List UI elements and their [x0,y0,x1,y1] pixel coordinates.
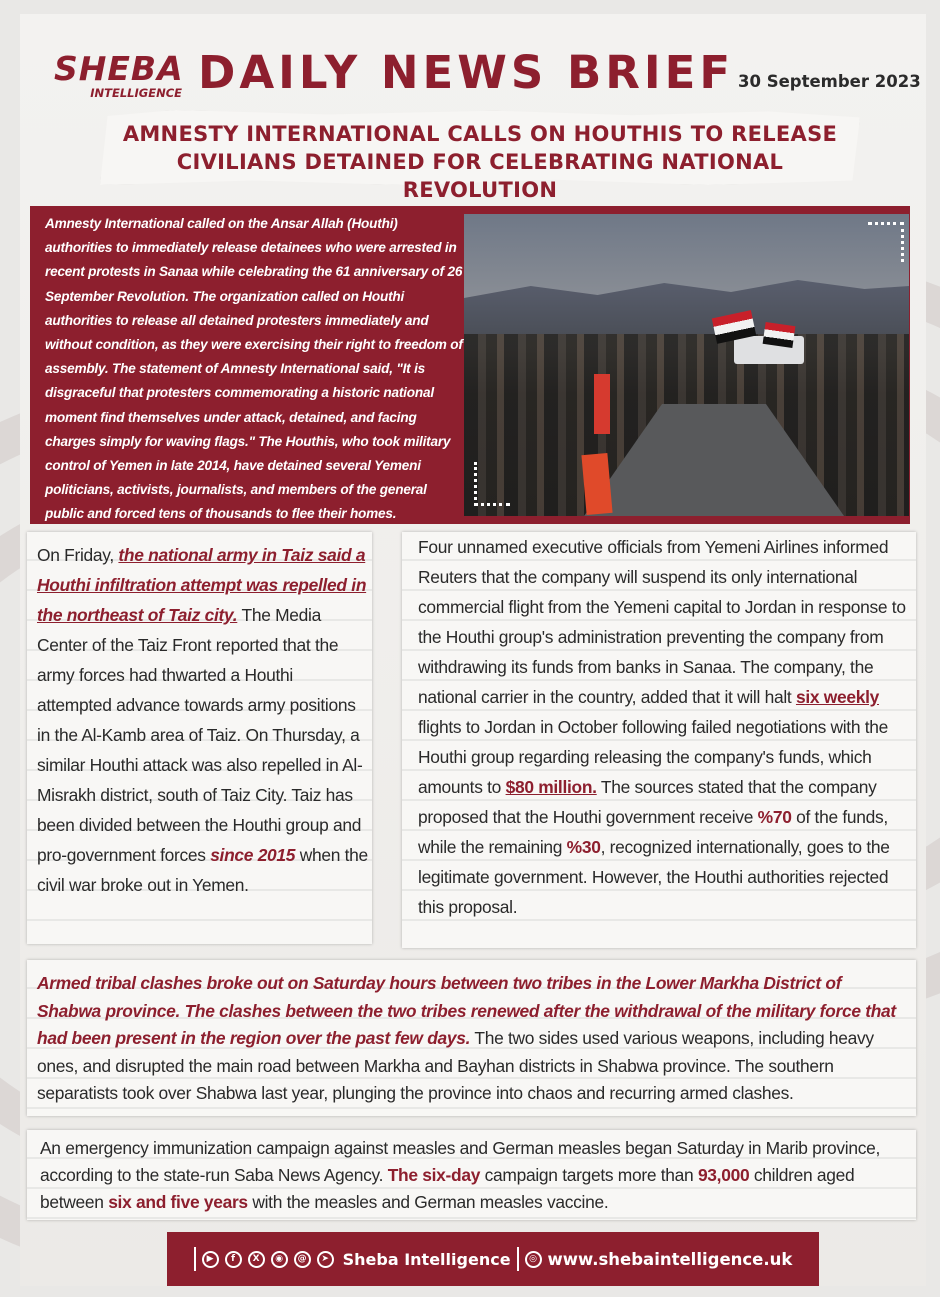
divider [194,1247,196,1271]
text-run: children aged between [40,1165,855,1212]
website-link[interactable]: www.shebaintelligence.uk [547,1249,793,1269]
lead-story-text: Amnesty International called on the Ansar Allah (Houthi) authorities to immediately release detainees who were arrested in recent protests in Sanaa while celebrating the 61 anniversary of 26 September Revolution. The organization called on Houthi authorities to release all detained protesters immediately and without condition, as they were exercising their right to freedom of assembly. The statement of Amnesty International said, "It is disgraceful that protesters commemorating a historic national moment find themselves under attack, detained, and facing charges simply for waving flags." The Houthis, who took military control of Yemen in late 2014, have detained several Yemeni politicians, activists, journalists, and members of the general public and forced tens of thousands to flee their homes. [45,216,463,522]
text-run: An emergency immunization campaign against measles and German measles began Saturday in Marib province, according to the state-run Saba News Agency. [40,1138,881,1185]
text-run: with the measles and German measles vaccine. [247,1192,609,1212]
text-run: The sources stated that the company proposed that the Houthi government receive [418,777,877,827]
text-run: of the funds, while the remaining [418,807,888,857]
text-run: when the civil war broke out in Yemen. [37,845,368,895]
highlight-text: Armed tribal clashes broke out on Saturday hours between two tribes in the Lower Markha District of Shabwa province. The clashes between the two tribes renewed after the withdrawal of the military force that had been present in the region over the past few days. [37,973,896,1049]
highlight-text: six weekly [795,687,880,707]
highlight-text: The six-day [387,1165,481,1185]
sheba-logo [54,49,188,102]
highlight-text: %70 [757,807,792,827]
photo-flag [763,322,796,348]
main-headline [100,120,860,204]
telegram-icon[interactable]: ➤ [317,1251,334,1268]
text-run: The two sides used various weapons, including heavy ones, and disrupted the main road between Markha and Bayhan districts in Shabwa province. The southern separatists took over Shabwa last year, plunging the province into chaos and recurring armed clashes. [37,1028,874,1104]
divider [517,1247,519,1271]
text-run: The Media Center of the Taiz Front reported that the army forces had thwarted a Houthi attempted advance towards army positions in the Al-Kamb area of Taiz. On Thursday, a similar Houthi attack was also repelled in Al-Misrakh district, south of Taiz City. Taiz has been divided between the Houthi group and pro-government forces [37,605,363,865]
highlight-text: since 2015 [210,845,296,865]
threads-icon[interactable]: @ [294,1251,311,1268]
photo-hills [464,274,909,334]
logo-main-text: SHEBA [54,49,184,88]
photo-flag [581,453,612,515]
logo-sub-text: INTELLIGENCE [90,86,182,100]
text-run: On Friday, [37,545,119,565]
headline-line-2: CIVILIANS DETAINED FOR CELEBRATING NATIONAL REVOLUTION [176,150,784,202]
youtube-icon[interactable]: ▶ [202,1251,219,1268]
photo-flag [594,374,610,434]
footer-bar [167,1232,819,1286]
text-run: , recognized internationally, goes to the legitimate government. However, the Houthi authorities rejected this proposal. [418,837,890,917]
photo-corner-decoration [474,462,510,506]
instagram-icon[interactable]: ◉ [271,1251,288,1268]
text-run: Four unnamed executive officials from Yemeni Airlines informed Reuters that the company will suspend its only international commercial flight from the Yemeni capital to Jordan in response to the Houthi group's administration preventing the company from withdrawing its funds from banks in Sanaa. The company, the national carrier in the country, added that it will halt [418,537,906,707]
x-icon[interactable]: X [248,1251,265,1268]
shabwa-story-text [37,970,909,1108]
footer-brand-link[interactable]: Sheba Intelligence [342,1249,511,1269]
airline-story-text [418,532,910,922]
issue-date: 30 September 2023 [738,72,921,91]
text-run: campaign targets more than [480,1165,698,1185]
headline-line-1: AMNESTY INTERNATIONAL CALLS ON HOUTHIS TO RELEASE [122,122,838,146]
highlight-text: $80 million. [505,777,597,797]
taiz-story-text [37,540,371,900]
page-title: DAILY NEWS BRIEF [198,46,735,99]
globe-icon: ◎ [525,1251,542,1268]
facebook-icon[interactable]: f [225,1251,242,1268]
highlight-text: %30 [566,837,601,857]
text-run: flights to Jordan in October following failed negotiations with the Houthi group regarding releasing the company's funds, which amounts to [418,717,889,797]
protest-photo [464,214,909,516]
measles-story-text [40,1135,908,1216]
highlight-text: the national army in Taiz said a Houthi infiltration attempt was repelled in the northeast of Taiz city. [37,545,367,625]
highlight-text: 93,000 [697,1165,750,1185]
highlight-text: six and five years [108,1192,248,1212]
photo-corner-decoration [868,222,904,262]
